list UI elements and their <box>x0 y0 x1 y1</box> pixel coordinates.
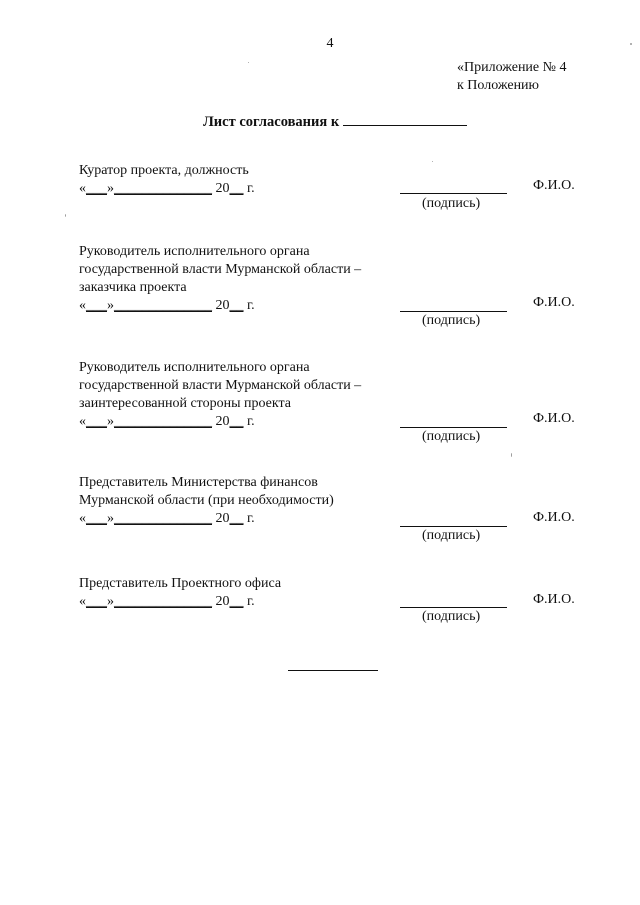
approval-block-curator <box>79 162 599 198</box>
role-line: Куратор проекта, должность <box>79 163 249 178</box>
page-number: 4 <box>326 36 334 51</box>
signature-line <box>400 607 507 608</box>
closing-rule <box>288 670 378 671</box>
role-line: заказчика проекта <box>79 280 187 295</box>
role-line: Руководитель исполнительного органа <box>79 244 310 259</box>
role-line: Представитель Министерства финансов <box>79 475 318 490</box>
date-line: «___»______________ 20__ г. <box>79 298 255 313</box>
signature-caption: (подпись) <box>422 313 481 328</box>
scan-speck <box>630 43 632 45</box>
role-line: Мурманской области (при необходимости) <box>79 493 334 508</box>
full-name-label: Ф.И.О. <box>533 295 575 310</box>
signature-line <box>400 427 507 428</box>
date-line: «___»______________ 20__ г. <box>79 181 255 196</box>
approval-block-project-office <box>79 575 599 611</box>
approval-block-stakeholder-head <box>79 359 599 431</box>
sheet-title <box>203 113 467 131</box>
full-name-label: Ф.И.О. <box>533 510 575 525</box>
appendix-reference <box>457 59 567 95</box>
full-name-label: Ф.И.О. <box>533 411 575 426</box>
signature-line <box>400 311 507 312</box>
signature-caption: (подпись) <box>422 196 481 211</box>
date-line: «___»______________ 20__ г. <box>79 414 255 429</box>
approval-block-customer-head <box>79 243 599 315</box>
signature-caption: (подпись) <box>422 528 481 543</box>
scan-speck <box>432 161 433 162</box>
scan-speck <box>65 214 66 217</box>
signature-caption: (подпись) <box>422 609 481 624</box>
signature-line <box>400 526 507 527</box>
signature-caption: (подпись) <box>422 429 481 444</box>
full-name-label: Ф.И.О. <box>533 178 575 193</box>
role-line: государственной власти Мурманской области – <box>79 378 362 393</box>
appendix-line-2: к Положению <box>457 78 540 93</box>
role-line: государственной власти Мурманской области – <box>79 262 362 277</box>
role-line: Представитель Проектного офиса <box>79 576 282 591</box>
full-name-label: Ф.И.О. <box>533 592 575 607</box>
approval-block-finance-ministry <box>79 474 599 528</box>
date-line: «___»______________ 20__ г. <box>79 594 255 609</box>
role-line: Руководитель исполнительного органа <box>79 360 310 375</box>
scan-speck <box>511 453 512 457</box>
date-line: «___»______________ 20__ г. <box>79 511 255 526</box>
scan-speck <box>248 62 249 63</box>
role-line: заинтересованной стороны проекта <box>79 396 291 411</box>
appendix-line-1: «Приложение № 4 <box>457 60 567 75</box>
title-fill-blank <box>343 113 467 126</box>
sheet-title-text: Лист согласования к <box>203 114 340 130</box>
signature-line <box>400 193 507 194</box>
